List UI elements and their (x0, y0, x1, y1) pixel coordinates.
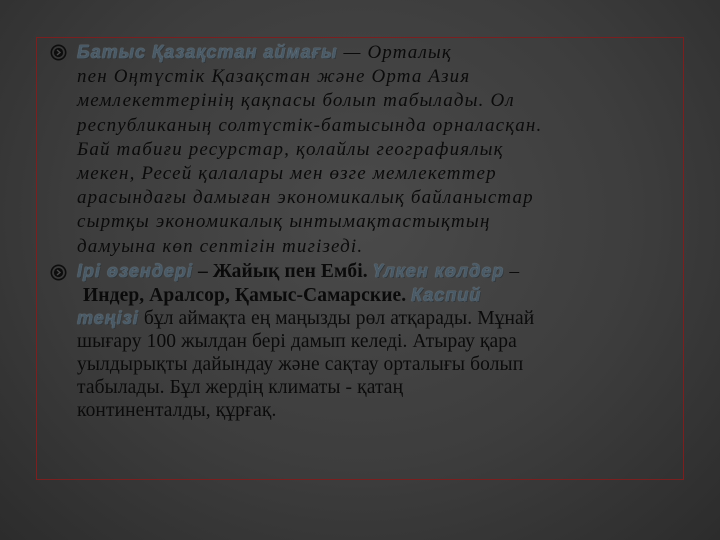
bullet-1-text (77, 40, 690, 259)
dash: – (504, 260, 520, 282)
text-line: республиканың солтүстік-батысында орналасқан. (77, 114, 543, 136)
text-line: сыртқы экономикалық ынтымақтастықтың (77, 211, 491, 233)
rivers-text: – Жайық пен Ембі. (192, 260, 373, 282)
text-line: мемлекеттерінің қақпасы болып табылады. Ол (77, 90, 515, 112)
text-line: — Орталық (337, 42, 452, 63)
bullet-2-text (77, 260, 690, 423)
bullet-water-resources (50, 260, 690, 423)
lakes-text: Индер, Аралсор, Қамыс-Самарские. (83, 284, 412, 306)
text-line: шығару 100 жылдан бері дамып келеді. Атырау қара (77, 331, 517, 353)
circle-arrow-bullet-icon (50, 44, 67, 61)
text-line: арасындағы дамыған экономикалық байланыстар (77, 187, 534, 209)
text-line: уылдырықты дайындау және сақтау орталығы болып (77, 354, 524, 376)
text-line: континенталды, құрғақ. (77, 399, 277, 421)
text-line: мекен, Ресей қалалары мен өзге мемлекеттер (77, 163, 497, 185)
text-line: табылады. Бұл жердің климаты - қатаң (77, 376, 404, 398)
heading-caspian-2: теңізі (77, 308, 139, 329)
text-line: пен Оңтүстік Қазақстан және Орта Азия (77, 66, 471, 88)
heading-west-kazakhstan-region: Батыс Қазақстан аймағы (77, 42, 338, 62)
bullet-west-kazakhstan (50, 40, 690, 259)
slide-content (50, 40, 690, 422)
text-line: дамуына көп септігін тигізеді. (77, 235, 364, 257)
heading-major-rivers: Ірі өзендері (77, 260, 193, 281)
text-line: Бай табиғи ресурстар, қолайлы географиялық (77, 138, 504, 160)
text-line: бұл аймақта ең маңызды рөл атқарады. Мұнай (138, 308, 535, 330)
heading-caspian-1: Каспий (411, 284, 482, 305)
circle-arrow-bullet-icon (50, 264, 67, 281)
heading-large-lakes: Үлкен көлдер (372, 260, 505, 281)
